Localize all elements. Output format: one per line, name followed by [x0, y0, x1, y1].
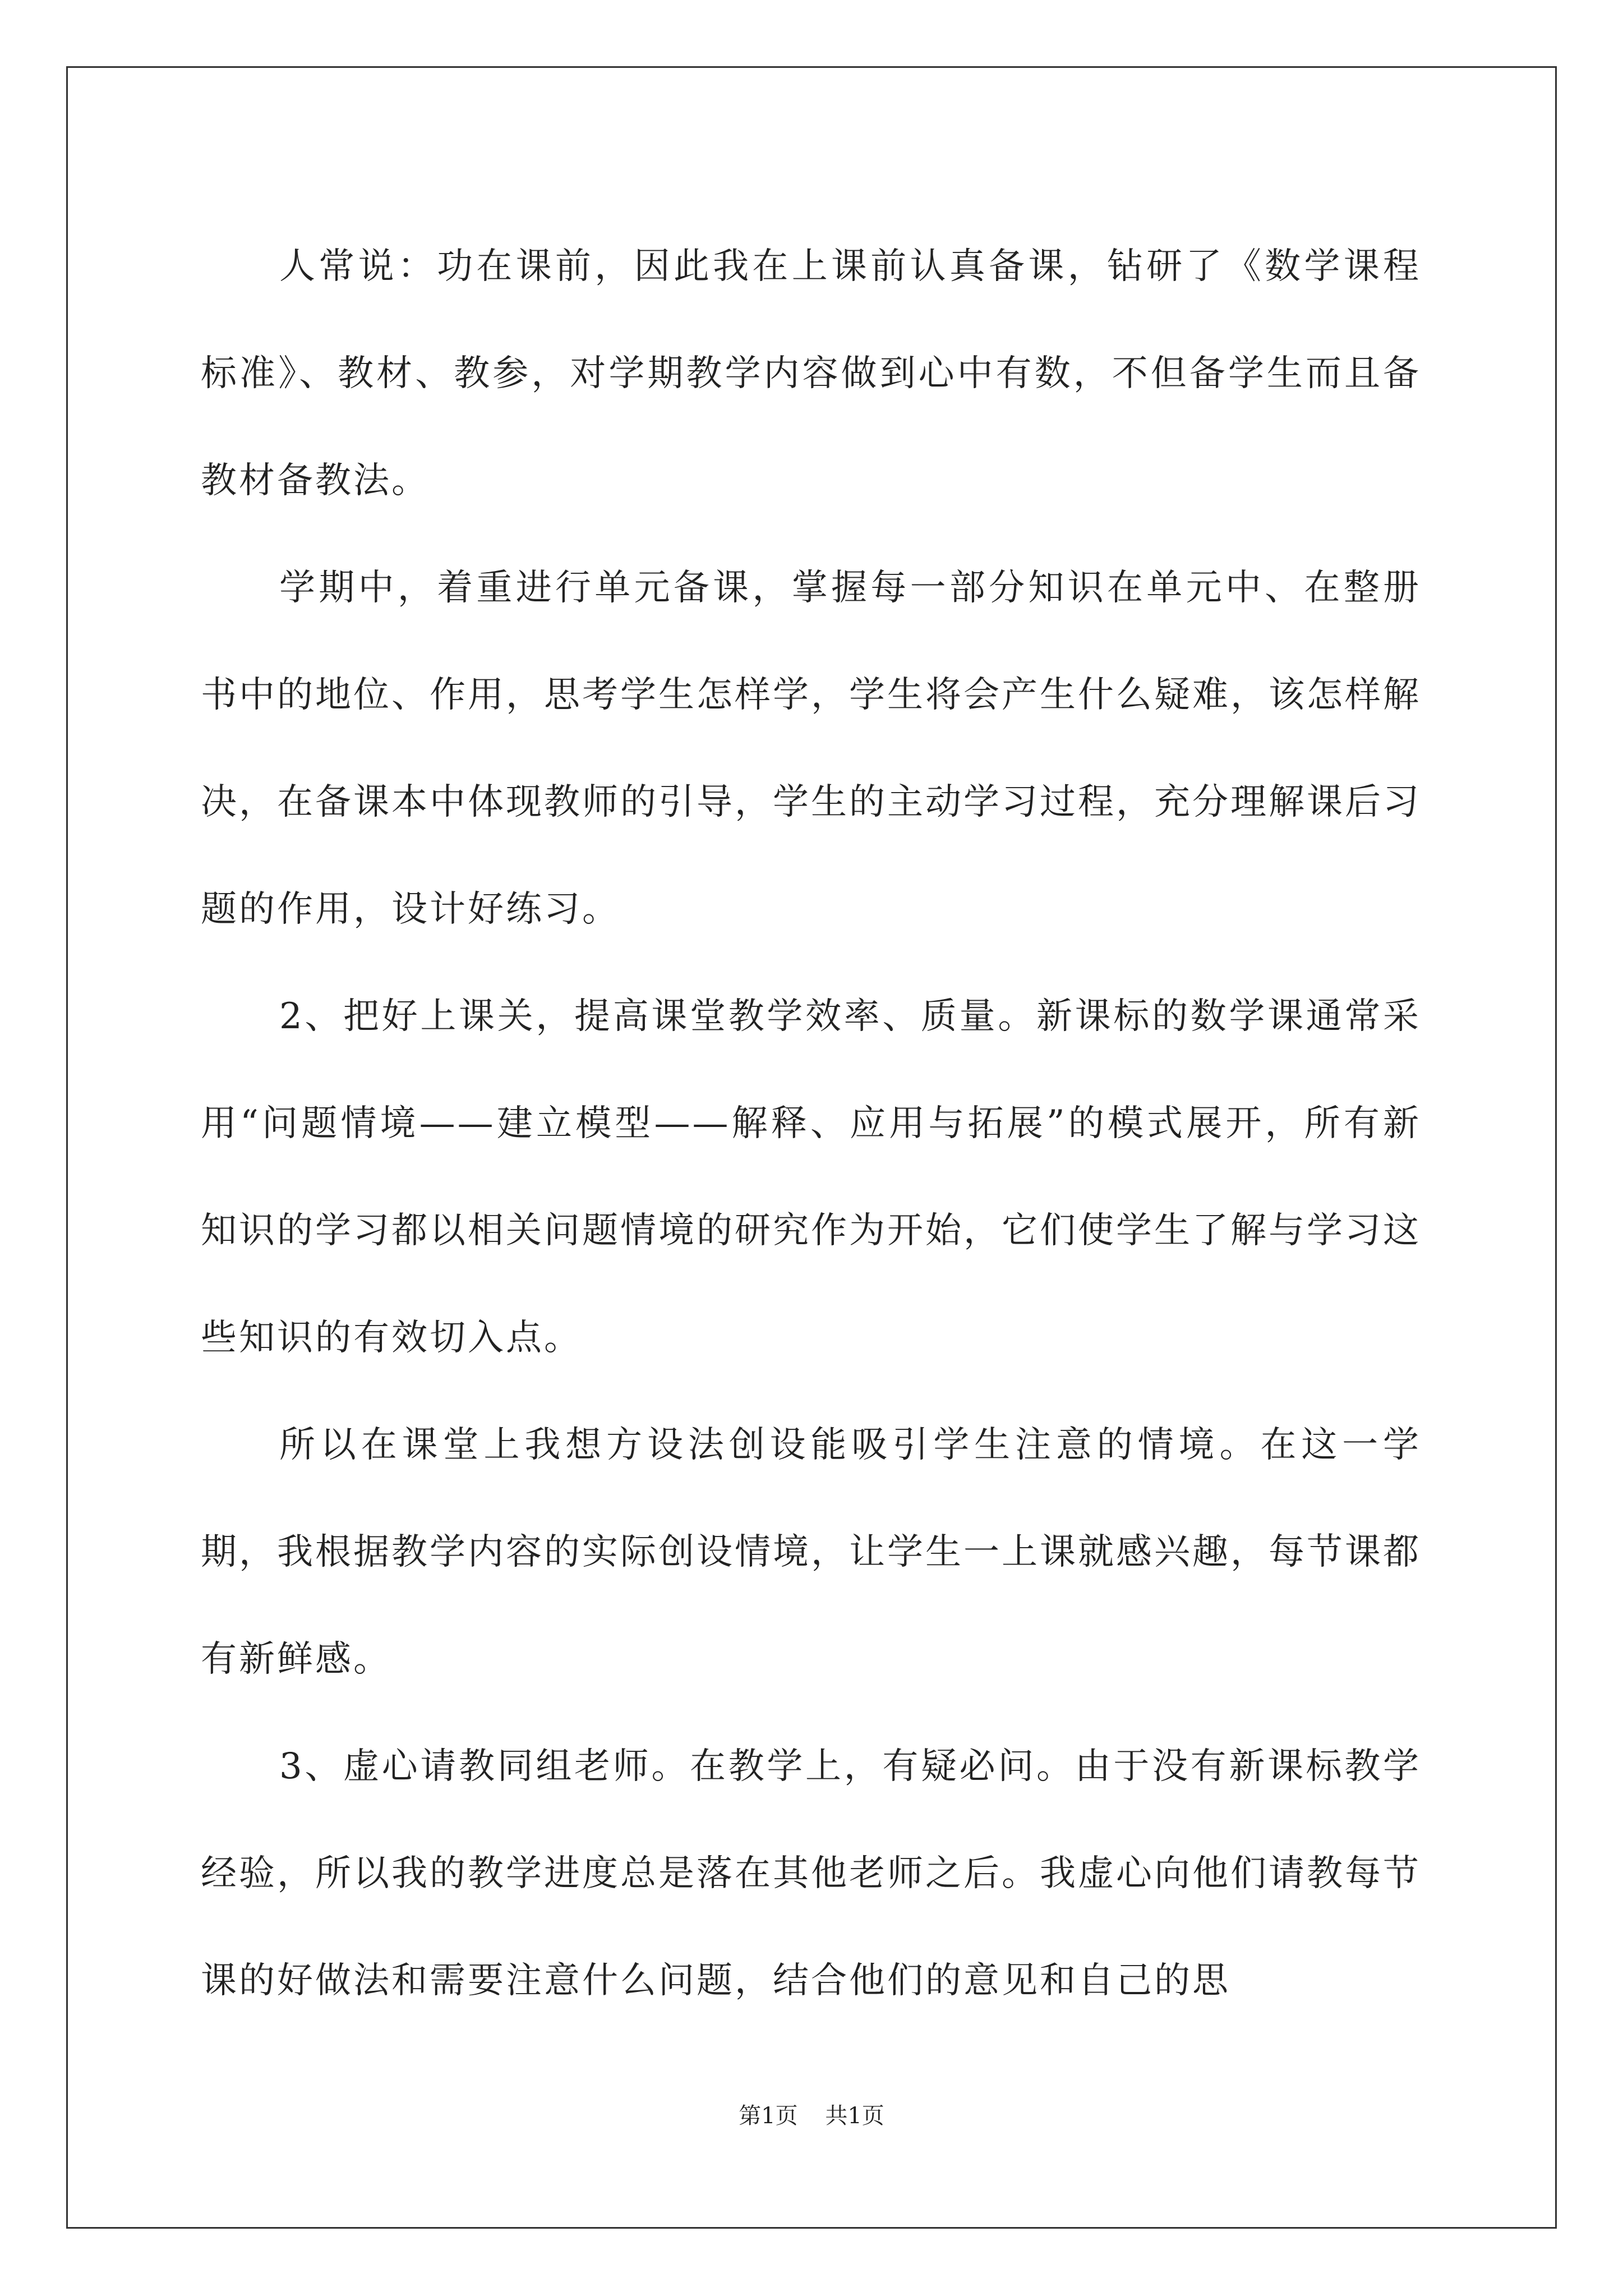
page-number: 第1页 — [739, 2103, 798, 2129]
paragraph: 人常说：功在课前，因此我在上课前认真备课，钻研了《数学课程标准》、教材、教参，对学期教学内容做到心中有数，不但备学生而且备教材备教法。 — [201, 246, 1421, 501]
document-body — [201, 213, 1421, 2035]
paragraph: 所以在课堂上我想方设法创设能吸引学生注意的情境。在这一学期，我根据教学内容的实际创设情境，让学生一上课就感兴趣，每节课都有新鲜感。 — [201, 1424, 1421, 1680]
paragraph: 2、把好上课关，提高课堂教学效率、质量。新课标的数学课通常采用“问题情境——建立模型——解释、应用与拓展”的模式展开，所有新知识的学习都以相关问题情境的研究作为开始，它们使学生了解与学习这些知识的有效切入点。 — [201, 996, 1421, 1359]
page-total: 共1页 — [825, 2103, 884, 2129]
paragraph: 学期中，着重进行单元备课，掌握每一部分知识在单元中、在整册书中的地位、作用，思考学生怎样学，学生将会产生什么疑难，该怎样解决，在备课本中体现教师的引导，学生的主动学习过程，充分理解课后习题的作用，设计好练习。 — [201, 567, 1421, 930]
paragraph: 3、虚心请教同组老师。在教学上，有疑必问。由于没有新课标教学经验，所以我的教学进度总是落在其他老师之后。我虚心向他们请教每节课的好做法和需要注意什么问题，结合他们的意见和自己的思 — [201, 1746, 1421, 2001]
page-footer — [0, 2098, 1623, 2130]
